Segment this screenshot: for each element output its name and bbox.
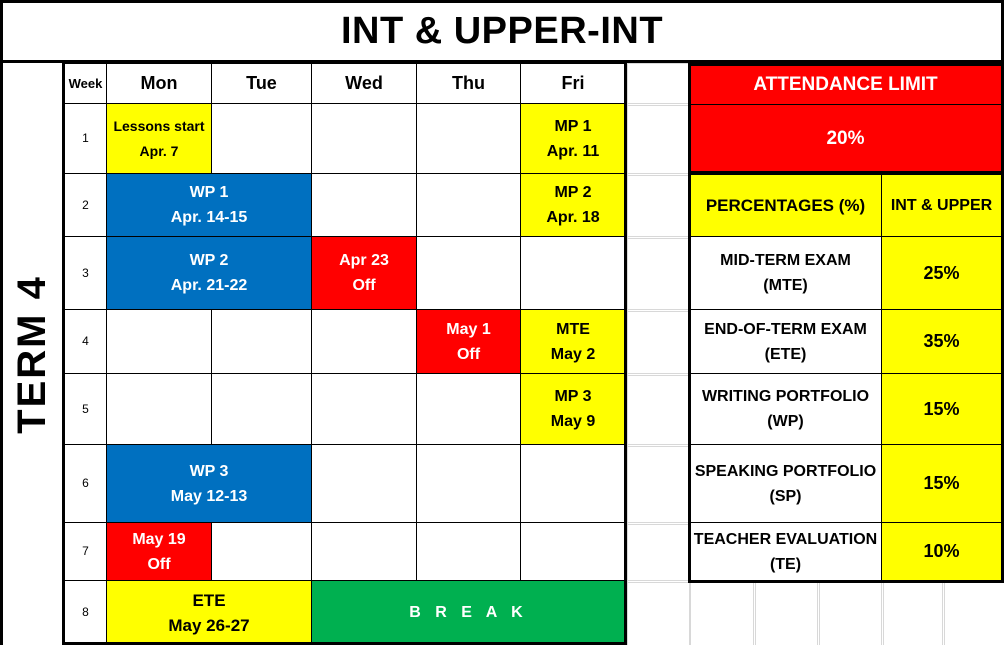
week-number: 7 xyxy=(64,522,107,581)
page-title: INT & UPPER-INT xyxy=(340,10,664,52)
gridline xyxy=(627,63,691,106)
week-number: 8 xyxy=(64,580,107,645)
term-label-text: TERM 4 xyxy=(10,274,54,434)
event-wp2: WP 2 Apr. 21-22 xyxy=(106,236,312,310)
gridline xyxy=(817,582,884,645)
percentages-header: PERCENTAGES (%) xyxy=(689,173,882,237)
gridline xyxy=(753,582,820,645)
component-label: WRITING PORTFOLIO (WP) xyxy=(689,373,882,445)
event-may1-off: May 1 Off xyxy=(416,309,521,374)
day-header-wed: Wed xyxy=(311,63,417,104)
calendar-cell xyxy=(520,522,626,581)
gridline xyxy=(627,444,691,525)
component-label: TEACHER EVALUATION (TE) xyxy=(689,522,882,581)
calendar-cell xyxy=(416,236,521,310)
calendar-cell xyxy=(211,522,312,581)
calendar-cell xyxy=(211,373,312,445)
day-header-mon: Mon xyxy=(106,63,212,104)
calendar-cell xyxy=(106,309,212,374)
week-number: 5 xyxy=(64,373,107,445)
calendar-cell xyxy=(520,236,626,310)
component-label: MID-TERM EXAM (MTE) xyxy=(689,236,882,310)
day-header-fri: Fri xyxy=(520,63,626,104)
week-number: 4 xyxy=(64,309,107,374)
gridline xyxy=(627,580,691,645)
event-wp3: WP 3 May 12-13 xyxy=(106,444,312,523)
level-header: INT & UPPER xyxy=(881,173,1002,237)
event-mp1: MP 1 Apr. 11 xyxy=(520,103,626,174)
gridline xyxy=(942,582,1004,645)
gridline xyxy=(627,373,691,447)
event-mte: MTE May 2 xyxy=(520,309,626,374)
calendar-cell xyxy=(416,444,521,523)
gridline xyxy=(689,582,756,645)
component-label: END-OF-TERM EXAM (ETE) xyxy=(689,309,882,374)
day-header-thu: Thu xyxy=(416,63,521,104)
week-column-header: Week xyxy=(64,63,107,104)
week-number: 3 xyxy=(64,236,107,310)
component-percent: 35% xyxy=(881,309,1002,374)
event-wp1: WP 1 Apr. 14-15 xyxy=(106,173,312,237)
day-header-tue: Tue xyxy=(211,63,312,104)
calendar-cell xyxy=(211,309,312,374)
gridline xyxy=(881,582,945,645)
calendar-cell xyxy=(416,173,521,237)
calendar-cell xyxy=(106,373,212,445)
week-number: 6 xyxy=(64,444,107,523)
calendar-cell xyxy=(311,444,417,523)
gridline xyxy=(627,236,691,312)
week-number: 1 xyxy=(64,103,107,174)
calendar-cell xyxy=(520,444,626,523)
calendar-cell xyxy=(416,373,521,445)
left-border xyxy=(0,63,3,645)
attendance-header: ATTENDANCE LIMIT xyxy=(689,63,1002,105)
gridline xyxy=(627,522,691,583)
component-label: SPEAKING PORTFOLIO (SP) xyxy=(689,444,882,523)
event-mp2: MP 2 Apr. 18 xyxy=(520,173,626,237)
calendar-cell xyxy=(311,309,417,374)
calendar-cell xyxy=(416,103,521,174)
event-ete: ETE May 26-27 xyxy=(106,580,312,645)
calendar-cell xyxy=(311,173,417,237)
event-lessons-start: Lessons start Apr. 7 xyxy=(106,103,212,174)
component-percent: 25% xyxy=(881,236,1002,310)
week-number: 2 xyxy=(64,173,107,237)
gridline xyxy=(627,173,691,239)
calendar-cell xyxy=(416,522,521,581)
calendar-cell xyxy=(311,103,417,174)
component-percent: 15% xyxy=(881,444,1002,523)
term-label xyxy=(3,63,62,645)
component-percent: 15% xyxy=(881,373,1002,445)
calendar-cell xyxy=(311,373,417,445)
component-percent: 10% xyxy=(881,522,1002,581)
attendance-value: 20% xyxy=(689,104,1002,173)
gridline xyxy=(627,103,691,176)
calendar-cell xyxy=(311,522,417,581)
gridline xyxy=(627,309,691,376)
event-break: B R E A K xyxy=(311,580,626,645)
event-mp3: MP 3 May 9 xyxy=(520,373,626,445)
event-may19-off: May 19 Off xyxy=(106,522,212,581)
event-apr23-off: Apr 23 Off xyxy=(311,236,417,310)
calendar-cell xyxy=(211,103,312,174)
